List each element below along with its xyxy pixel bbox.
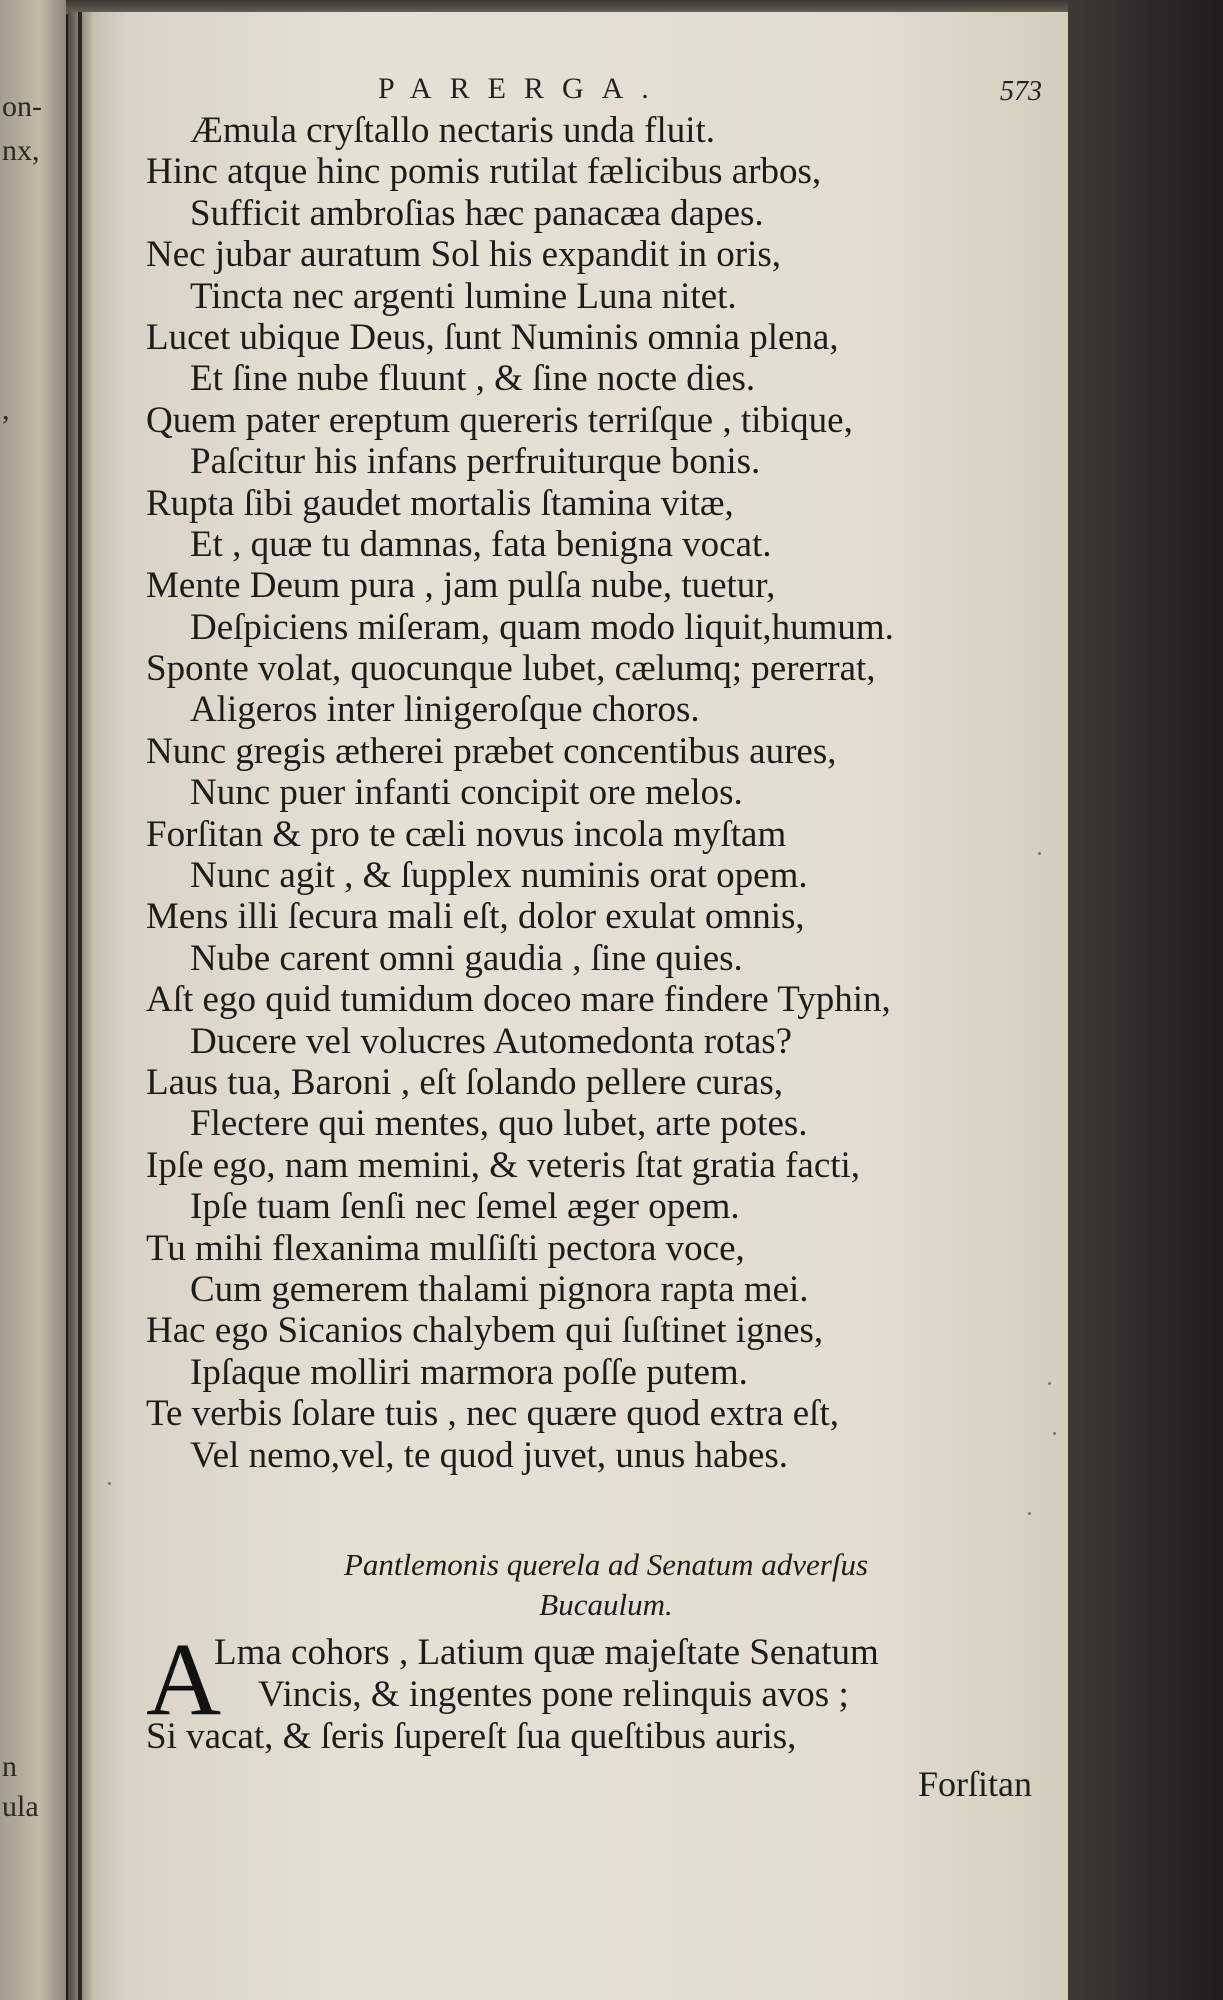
- poem-line: Ipſaque molliri marmora poſſe putem.: [190, 1351, 748, 1393]
- prev-page-fragment: on-: [2, 90, 42, 123]
- poem-line: Hac ego Sicanios chalybem qui ſuſtinet ignes,: [146, 1310, 824, 1352]
- poem-line: Nunc puer infanti concipit ore melos.: [190, 772, 743, 814]
- prev-page-fragment: n: [2, 1750, 17, 1783]
- poem-line: Hinc atque hinc pomis rutilat fælicibus arbos,: [146, 151, 822, 193]
- poem-line: Et , quæ tu damnas, fata benigna vocat.: [190, 523, 772, 565]
- poem-line: Nec jubar auratum Sol his expandit in oris,: [146, 234, 782, 276]
- prev-page-fragment: nx,: [2, 134, 40, 167]
- poem-line: Mens illi ſecura mali eſt, dolor exulat omnis,: [146, 896, 805, 938]
- poem-line: Nunc agit , & ſupplex numinis orat opem.: [190, 855, 808, 897]
- poem-line: Et ſine nube fluunt , & ſine nocte dies.: [190, 358, 756, 400]
- second-poem-opening: [146, 1632, 1066, 1758]
- poem-line: Cum gemerem thalami pignora rapta mei.: [190, 1268, 809, 1310]
- previous-page-edge: [0, 0, 66, 2000]
- poem-line: Aſt ego quid tumidum doceo mare findere Typhin,: [146, 979, 891, 1021]
- poem-line: Deſpiciens miſeram, quam modo liquit,humum.: [190, 606, 894, 648]
- poem-line: Nunc gregis ætherei præbet concentibus aures,: [146, 730, 837, 772]
- poem-line: Ipſe tuam ſenſi nec ſemel æger opem.: [190, 1186, 740, 1228]
- poem-line: Laus tua, Baroni , eſt ſolando pellere curas,: [146, 1061, 784, 1103]
- poem-line: Lucet ubique Deus, ſunt Numinis omnia plena,: [146, 316, 839, 358]
- poem-body: [146, 110, 1066, 1476]
- poem-line: Tu mihi flexanima mulſiſti pectora voce,: [146, 1227, 745, 1269]
- poem-line: Ipſe ego, nam memini, & veteris ſtat gratia facti,: [146, 1144, 861, 1186]
- drop-cap: A: [146, 1622, 222, 1737]
- page-number: 573: [1000, 76, 1042, 107]
- catchword: Forſitan: [918, 1764, 1032, 1804]
- book-right-edge: [1068, 0, 1223, 2000]
- prev-page-fragment: ula: [2, 1790, 39, 1823]
- running-head: PARERGA.: [378, 72, 667, 105]
- section-title-line-2: Bucaulum.: [539, 1587, 673, 1622]
- poem-line: Sufficit ambroſias hæc panacæa dapes.: [190, 192, 764, 234]
- poem-line: Paſcitur his infans perfruiturque bonis.: [190, 441, 761, 483]
- poem-line: Mente Deum pura , jam pulſa nube, tuetur,: [146, 565, 776, 607]
- poem-line: Lma cohors , Latium quæ majeſtate Senatum: [214, 1632, 879, 1673]
- poem-line: Nube carent omni gaudia , ſine quies.: [190, 937, 743, 979]
- section-title-line-1: Pantlemonis querela ad Senatum adverſus: [343, 1547, 869, 1582]
- poem-line: Sponte volat, quocunque lubet, cælumq; pererrat,: [146, 648, 876, 690]
- prev-page-fragment: ,: [2, 393, 10, 426]
- poem-line: Vel nemo,vel, te quod juvet, unus habes.: [190, 1434, 789, 1476]
- poem-line: Æmula cryſtallo nectaris unda fluit.: [190, 110, 716, 151]
- poem-line: Si vacat, & ſeris ſupereſt ſua queſtibus auris,: [146, 1716, 797, 1757]
- poem-line: Te verbis ſolare tuis , nec quære quod extra eſt,: [146, 1393, 839, 1435]
- poem-line: Aligeros inter linigeroſque choros.: [190, 689, 700, 731]
- poem-line: Vincis, & ingentes pone relinquis avos ;: [258, 1674, 849, 1715]
- poem-line: Tincta nec argenti lumine Luna nitet.: [190, 275, 737, 317]
- gutter-line: [78, 12, 82, 2000]
- poem-line: Quem pater ereptum quereris terriſque , tibique,: [146, 399, 853, 441]
- poem-line: Ducere vel volucres Automedonta rotas?: [190, 1020, 793, 1062]
- poem-line: Flectere qui mentes, quo lubet, arte potes.: [190, 1103, 808, 1145]
- poem-line: Forſitan & pro te cæli novus incola myſtam: [146, 813, 787, 855]
- poem-line: Rupta ſibi gaudet mortalis ſtamina vitæ,: [146, 482, 734, 524]
